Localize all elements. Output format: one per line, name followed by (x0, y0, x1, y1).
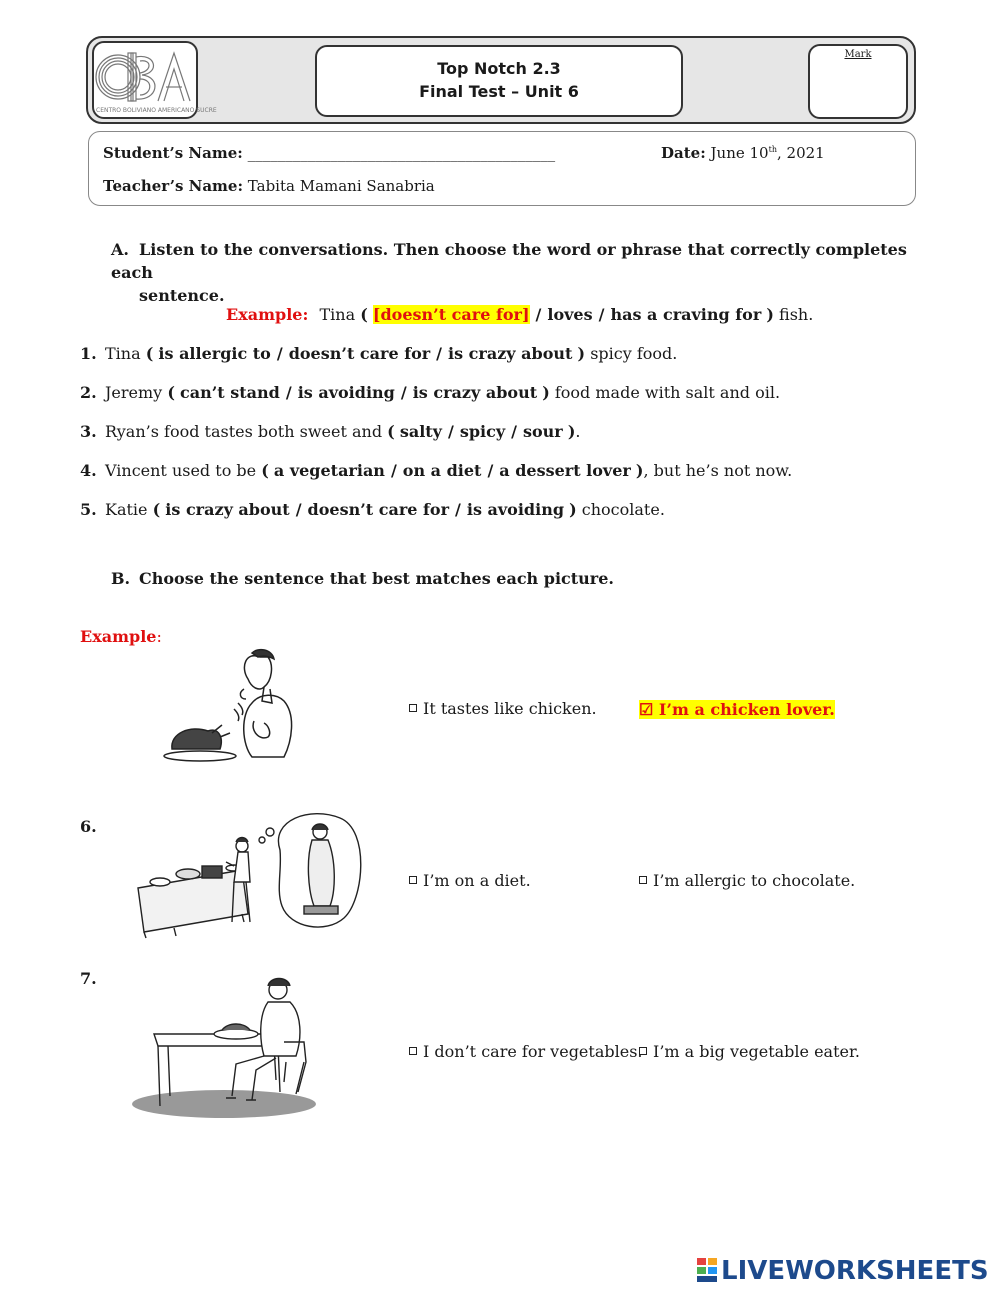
question-number: 7. (80, 969, 97, 988)
answer-choice[interactable]: spicy (459, 422, 506, 441)
answer-choice[interactable]: is crazy about (412, 383, 538, 402)
student-name-field[interactable]: _________________________________________ (247, 144, 556, 162)
mark-label: Mark (844, 49, 872, 60)
liveworksheets-brand[interactable]: LIVEWORKSHEETS (697, 1256, 989, 1286)
date-value: June 10th, 2021 (710, 144, 825, 162)
checkbox-icon[interactable] (409, 1047, 417, 1055)
section-b-letter: B. (111, 569, 131, 588)
example-option-b-selected[interactable]: ☑ I’m a chicken lover. (639, 700, 835, 719)
cba-logo-icon (94, 43, 196, 109)
answer-choice[interactable]: sour (522, 422, 563, 441)
example-choice[interactable]: has a craving for (610, 305, 762, 324)
example-choice-selected[interactable]: [doesn’t care for] (372, 305, 530, 324)
question-number: 5. (80, 500, 97, 519)
section-a-letter: A. (111, 240, 129, 259)
checkbox-icon[interactable] (409, 704, 417, 712)
teacher-name-row (103, 177, 435, 195)
chicken-lover-illustration (160, 645, 310, 765)
title-box (315, 45, 683, 117)
answer-choice[interactable]: is crazy about (165, 500, 290, 519)
answer-choice[interactable]: doesn’t care for (307, 500, 450, 519)
question-number: 4. (80, 461, 97, 480)
question-6-option-b[interactable]: I’m allergic to chocolate. (639, 871, 855, 890)
example-label: Example: (226, 305, 309, 324)
answer-choice[interactable]: salty (399, 422, 442, 441)
example-option-a[interactable]: It tastes like chicken. (409, 699, 597, 718)
question-number: 1. (80, 344, 97, 363)
answer-choice[interactable]: is avoiding (297, 383, 395, 402)
example-choice[interactable]: loves (547, 305, 593, 324)
student-name-label: Student’s Name: (103, 144, 243, 162)
answer-choice[interactable]: a dessert lover (499, 461, 631, 480)
answer-choice[interactable]: is allergic to (158, 344, 271, 363)
checkbox-icon[interactable] (639, 1047, 647, 1055)
question-7-option-a[interactable]: I don’t care for vegetables. (409, 1042, 643, 1061)
test-title: Top Notch 2.3 (437, 59, 561, 78)
date-row (661, 144, 825, 162)
answer-choice[interactable]: is avoiding (466, 500, 565, 519)
question-number: 6. (80, 817, 97, 836)
checkbox-icon[interactable] (409, 876, 417, 884)
question-number: 3. (80, 422, 97, 441)
question-7-option-b[interactable]: I’m a big vegetable eater. (639, 1042, 860, 1061)
answer-choice[interactable]: a vegetarian (273, 461, 385, 480)
section-b-instruction: B. Choose the sentence that best matches each picture. (111, 569, 614, 588)
answer-choice[interactable]: doesn’t care for (288, 344, 431, 363)
section-b-example-label: Example: (80, 627, 162, 646)
test-subtitle: Final Test – Unit 6 (419, 82, 579, 101)
teacher-name-label: Teacher’s Name: (103, 177, 244, 195)
answer-choice[interactable]: is crazy about (448, 344, 573, 363)
liveworksheets-logo-icon (697, 1258, 717, 1282)
teacher-name-value: Tabita Mamani Sanabria (247, 177, 435, 195)
section-a-example: Example: Tina ( [doesn’t care for] / loves / has a craving for ) fish. (226, 305, 814, 324)
question-6-option-a[interactable]: I’m on a diet. (409, 871, 531, 890)
school-logo (92, 41, 217, 119)
diet-illustration (130, 810, 370, 940)
checkbox-icon[interactable] (639, 876, 647, 884)
mark-box[interactable] (808, 44, 908, 119)
checked-checkbox-icon[interactable]: ☑ (639, 700, 654, 719)
student-name-row (103, 144, 555, 162)
question-number: 2. (80, 383, 97, 402)
vegetables-illustration (128, 972, 323, 1122)
date-label: Date: (661, 144, 706, 162)
example-subject: Tina (319, 305, 356, 324)
logo-subtitle: CENTRO BOLIVIANO AMERICANO SUCRE (96, 107, 217, 114)
answer-choice[interactable]: can’t stand (179, 383, 280, 402)
answer-choice[interactable]: on a diet (402, 461, 482, 480)
section-a-instruction: A. Listen to the conversations. Then choose the word or phrase that correctly completes each sentence. (111, 240, 907, 305)
